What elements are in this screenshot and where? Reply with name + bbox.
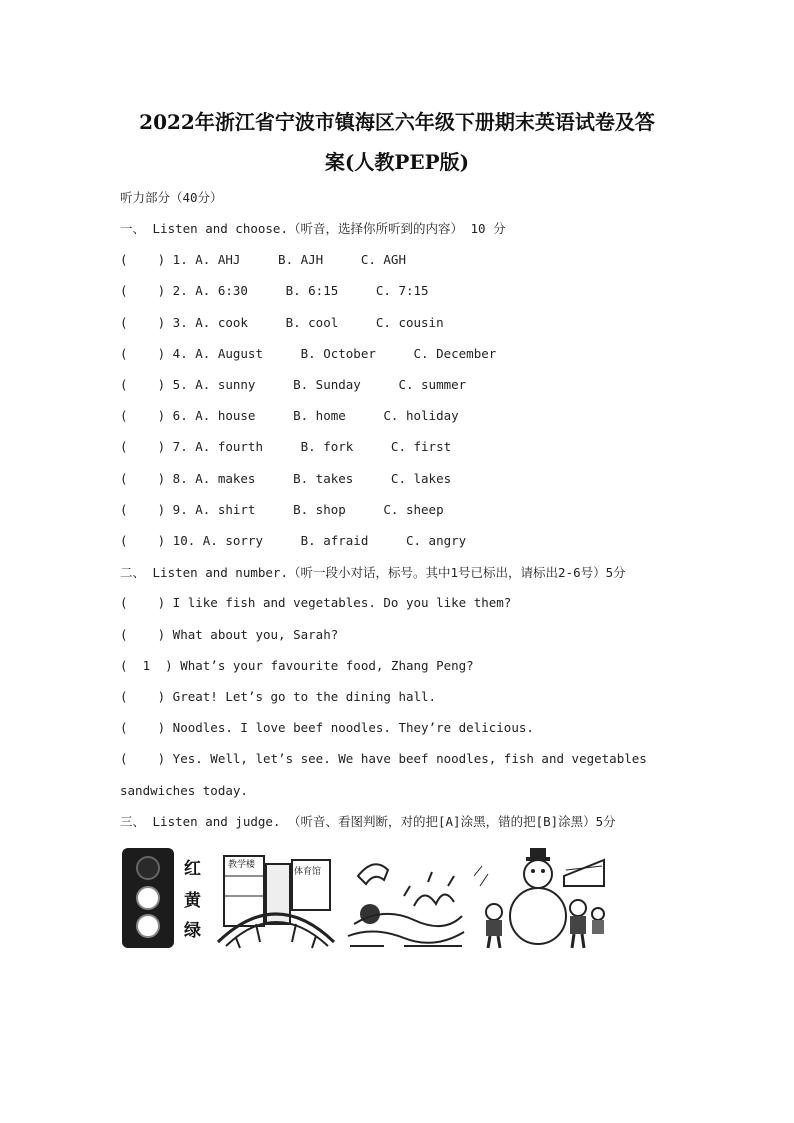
exam-title-line-2: 案(人教PEP版): [324, 150, 470, 174]
section-1-item: ( ) 4. A. August B. October C. December: [120, 346, 497, 361]
exam-title-line-1: 2022年浙江省宁波市镇海区六年级下册期末英语试卷及答: [139, 110, 655, 134]
section-1-item: ( ) 8. A. makes B. takes C. lakes: [120, 471, 452, 486]
section-1-item: ( ) 2. A. 6:30 B. 6:15 C. 7:15: [120, 283, 429, 298]
section-2-item: ( 1 ) What’s your favourite food, Zhang Peng?: [120, 658, 474, 673]
section-1-item: ( ) 5. A. sunny B. Sunday C. summer: [120, 377, 467, 392]
section-2-item: ( ) Great! Let’s go to the dining hall.: [120, 689, 437, 704]
section-2-item-continued: sandwiches today.: [120, 783, 248, 798]
section-1-item: ( ) 10. A. sorry B. afraid C. angry: [120, 533, 467, 548]
section-1-item: ( ) 3. A. cook B. cool C. cousin: [120, 315, 444, 330]
section-1-heading: 一、 Listen and choose.（听音，选择你所听到的内容） 10 分: [120, 221, 506, 236]
swimmer-icon: [344, 846, 468, 951]
building-label-gym: 体育馆: [294, 867, 322, 877]
traffic-light-label-yellow: 黄: [184, 891, 201, 911]
listening-pictures: [118, 846, 608, 951]
school-buildings-picture: [216, 846, 336, 951]
section-2-item: ( ) Yes. Well, let’s see. We have beef noodles, fish and vegetables: [120, 751, 647, 766]
swimming-picture: [344, 846, 468, 951]
snowman-icon: [474, 846, 608, 951]
snowman-picture: [474, 846, 608, 951]
section-2-item: ( ) Noodles. I love beef noodles. They’re delicious.: [120, 720, 534, 735]
section-3-heading: 三、 Listen and judge. （听音、看图判断，对的把[A]涂黑，错的把[B]涂黑）5分: [120, 814, 616, 829]
traffic-light-label-red: 红: [184, 859, 201, 879]
section-1-item: ( ) 9. A. shirt B. shop C. sheep: [120, 502, 444, 517]
traffic-light-picture: [118, 846, 210, 951]
traffic-light-label-green: 绿: [184, 921, 201, 941]
listening-section-header: 听力部分（40分）: [120, 190, 223, 205]
section-1-item: ( ) 6. A. house B. home C. holiday: [120, 408, 459, 423]
building-label-teaching: 教学楼: [228, 860, 256, 870]
section-1-item: ( ) 7. A. fourth B. fork C. first: [120, 439, 452, 454]
section-2-item: ( ) What about you, Sarah?: [120, 627, 339, 642]
section-2-item: ( ) I like fish and vegetables. Do you like them?: [120, 595, 512, 610]
section-2-heading: 二、 Listen and number.（听一段小对话，标号。其中1号已标出，请标出2-6号）5分: [120, 565, 626, 580]
section-1-item: ( ) 1. A. AHJ B. AJH C. AGH: [120, 252, 406, 267]
